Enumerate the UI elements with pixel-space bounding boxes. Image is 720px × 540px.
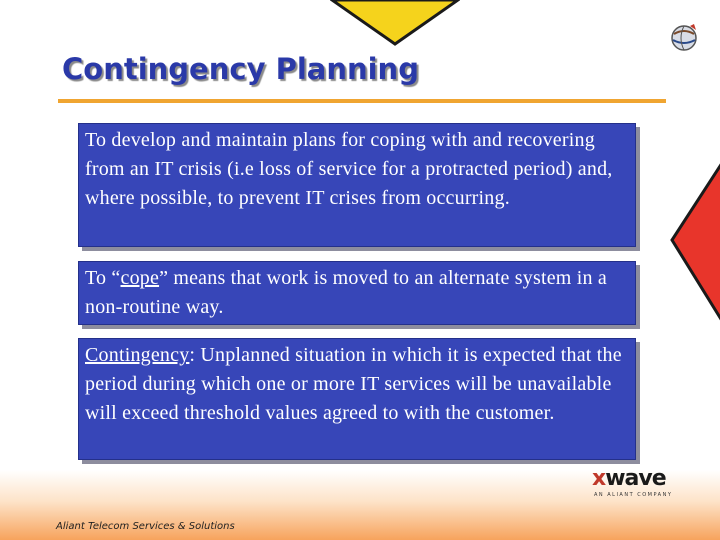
red-diamond-decoration (660, 160, 720, 330)
definition-box-contingency (78, 338, 636, 460)
purpose-text: To develop and maintain plans for coping with and recovering from an IT crisis (i.e loss of service for a protracted period) and, where possible, to prevent IT crises from occurring. (85, 129, 613, 209)
contingency-text (85, 341, 629, 428)
cope-term: cope (120, 267, 160, 289)
contingency-term: Contingency (85, 344, 190, 366)
contingency-post: : Unplanned situation in which it is expected that the period during which one or more IT services will be unavailable will exceed threshold values agreed to with the customer. (85, 344, 622, 424)
globe-icon (668, 22, 700, 54)
cope-post: ” means that work is moved to an alternate system in a non-routine way. (85, 267, 607, 318)
cope-text (85, 264, 629, 322)
yellow-diamond-decoration (330, 0, 460, 48)
definition-box-cope (78, 261, 636, 325)
title-underline-rule (58, 99, 666, 103)
cope-pre: To “ (85, 267, 121, 289)
slide-title: Contingency Planning (62, 52, 419, 86)
logo-x: x (592, 466, 606, 491)
definition-box-purpose (78, 123, 636, 247)
xwave-logo (592, 466, 692, 502)
logo-tagline: AN ALIANT COMPANY (594, 492, 673, 498)
logo-wordmark (592, 466, 666, 491)
logo-rest: wave (605, 466, 666, 491)
footer-company-name: Aliant Telecom Services & Solutions (56, 521, 235, 532)
